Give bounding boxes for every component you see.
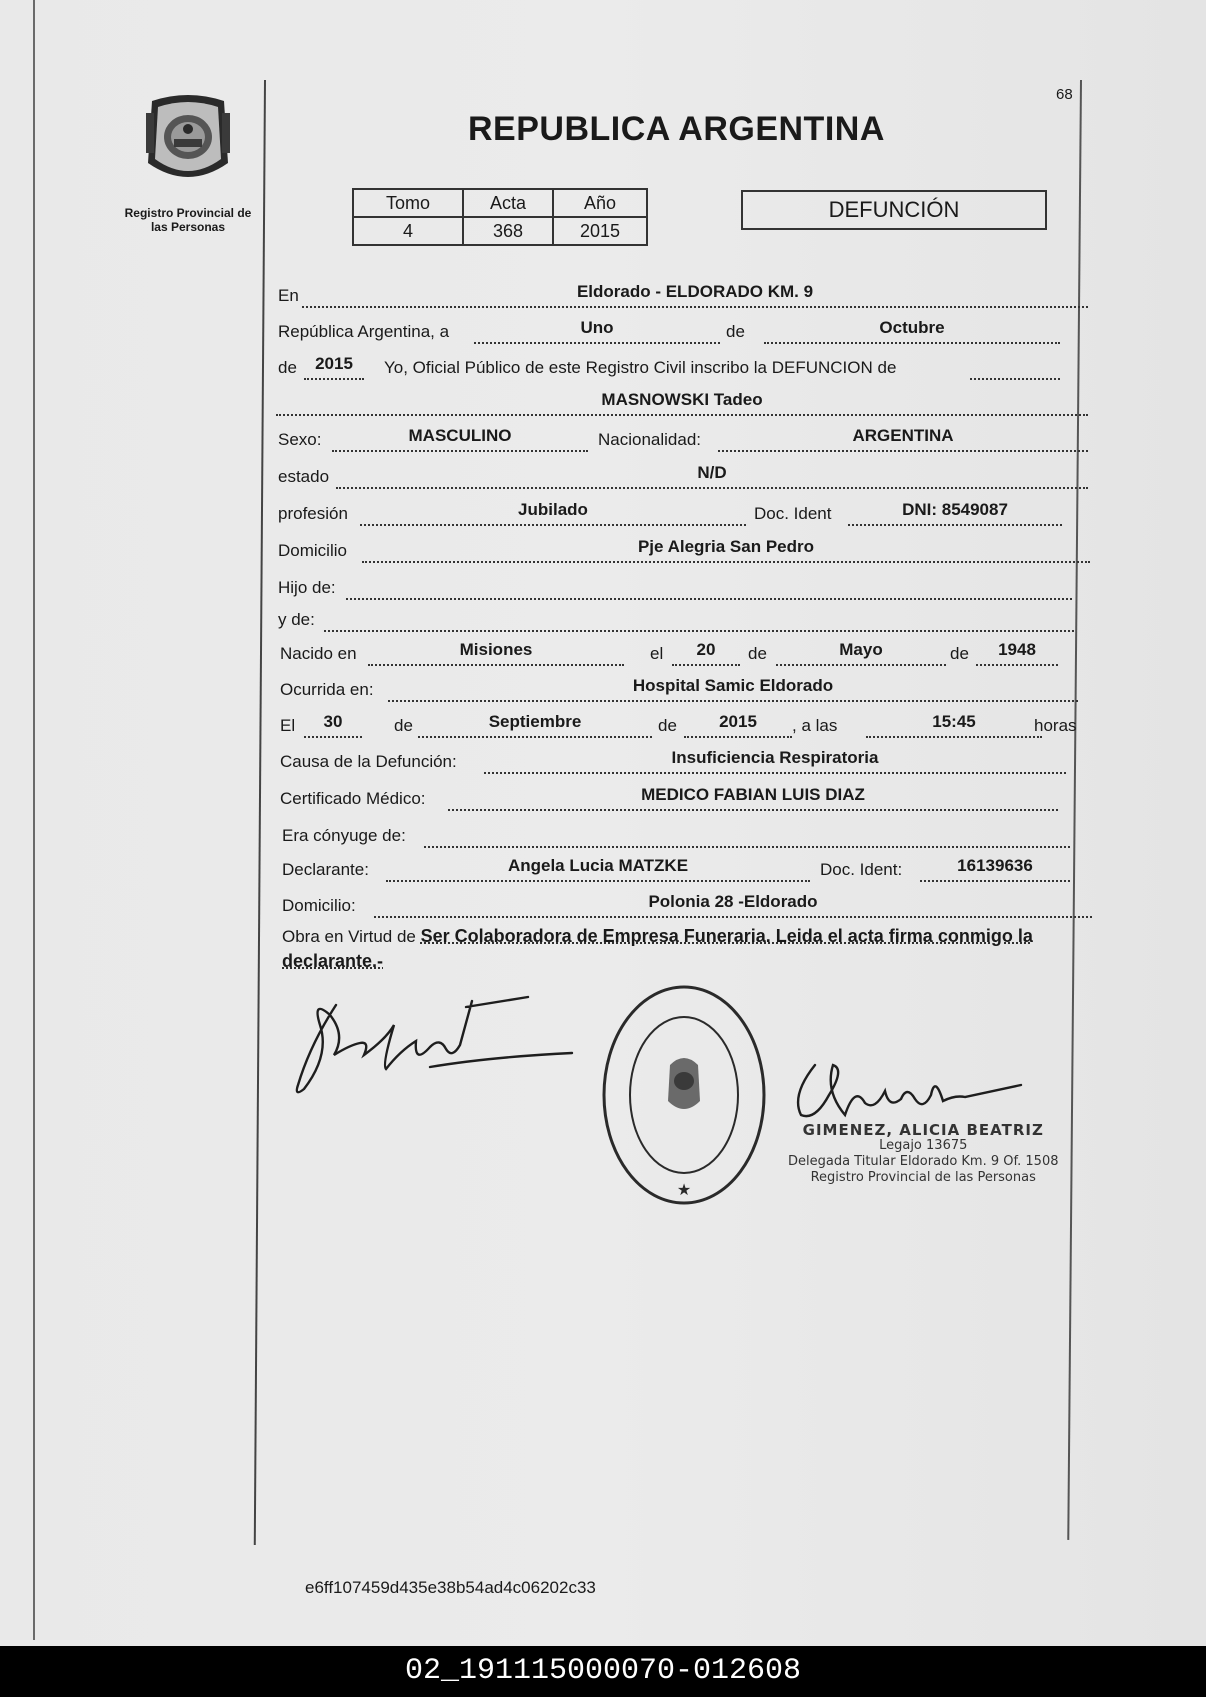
label-nacido: Nacido en — [280, 644, 357, 663]
field-certificado: MEDICO FABIAN LUIS DIAZ — [448, 785, 1058, 811]
label-El: El — [280, 716, 296, 735]
field-doc: DNI: 8549087 — [848, 500, 1062, 526]
record-table — [352, 188, 648, 246]
table-header-acta: Acta — [463, 189, 553, 217]
label-estado: estado — [278, 467, 330, 486]
province-seal-logo — [138, 93, 238, 189]
official-institucion: Registro Provincial de las Personas — [810, 1170, 1036, 1185]
field-nacido: Misiones — [368, 640, 624, 666]
field-mes: Octubre — [764, 318, 1060, 344]
field-def-anio: 2015 — [684, 712, 792, 738]
official-name: GIMENEZ, ALICIA BEATRIZ — [802, 1121, 1044, 1139]
field-nac-dia: 20 — [672, 640, 740, 666]
field-en: Eldorado - ELDORADO KM. 9 — [302, 282, 1088, 308]
table-value-acta: 368 — [463, 217, 553, 245]
label-yo: Yo, Oficial Público de este Registro Civil inscribo la DEFUNCION de — [384, 358, 897, 377]
obra-en-virtud — [282, 924, 1094, 974]
margin-line — [254, 80, 266, 1545]
label-ocurrida: Ocurrida en: — [280, 680, 374, 699]
label-alas: , a las — [792, 716, 838, 735]
field-anio: 2015 — [304, 354, 364, 380]
label-obra: Obra en Virtud de — [282, 927, 416, 946]
label-en: En — [278, 286, 299, 305]
page-title: REPUBLICA ARGENTINA — [468, 110, 885, 148]
field-decl-domicilio: Polonia 28 -Eldorado — [374, 892, 1092, 918]
label-domicilio: Domicilio — [278, 541, 347, 560]
page-number: 68 — [1056, 86, 1073, 103]
field-estado: N/D — [336, 463, 1088, 489]
label-doc: Doc. Ident — [754, 504, 832, 523]
field-decl-doc: 16139636 — [920, 856, 1070, 882]
field-def-mes: Septiembre — [418, 712, 652, 738]
field-obra: Ser Colaboradora de Empresa Funeraria. Leida el acta firma conmigo la declarante.- — [282, 926, 1033, 971]
field-nac-mes: Mayo — [776, 640, 946, 666]
label-hijo: Hijo de: — [278, 578, 336, 597]
field-declarante: Angela Lucia MATZKE — [386, 856, 810, 882]
official-stamp — [600, 983, 768, 1209]
label-causa: Causa de la Defunción: — [280, 752, 457, 771]
official-signature — [785, 1055, 1025, 1125]
field-nacionalidad: ARGENTINA — [718, 426, 1088, 452]
field-ocurrida: Hospital Samic Eldorado — [388, 676, 1078, 702]
official-stamp-text — [788, 1122, 1058, 1186]
scan-id: 02_191115000070-012608 — [404, 1654, 802, 1688]
field-hijo — [346, 574, 1072, 600]
label-certificado: Certificado Médico: — [280, 789, 426, 808]
svg-text:★: ★ — [676, 1180, 692, 1199]
field-dia: Uno — [474, 318, 720, 344]
label-yde: y de: — [278, 610, 315, 629]
table-value-tomo: 4 — [353, 217, 463, 245]
label-de-2: de — [278, 358, 297, 377]
table-header-tomo: Tomo — [353, 189, 463, 217]
field-yo-fill — [970, 354, 1060, 380]
label-profesion: profesión — [278, 504, 348, 523]
field-nombre: MASNOWSKI Tadeo — [276, 390, 1088, 416]
label-nac-de-2: de — [950, 644, 969, 663]
label-el: el — [650, 644, 664, 663]
field-sexo: MASCULINO — [332, 426, 588, 452]
label-horas: horas — [1034, 716, 1077, 735]
field-domicilio: Pje Alegria San Pedro — [362, 537, 1090, 563]
label-republica: República Argentina, a — [278, 322, 450, 341]
label-decl-domicilio: Domicilio: — [282, 896, 356, 915]
label-de: de — [726, 322, 745, 341]
label-nacionalidad: Nacionalidad: — [598, 430, 702, 449]
table-value-anio: 2015 — [553, 217, 647, 245]
field-conyuge — [424, 822, 1070, 848]
paper-edge — [33, 0, 35, 1640]
label-def-de: de — [394, 716, 413, 735]
document-hash: e6ff107459d435e38b54ad4c06202c33 — [305, 1578, 596, 1597]
field-yde — [324, 606, 1074, 632]
field-profesion: Jubilado — [360, 500, 746, 526]
field-nac-anio: 1948 — [976, 640, 1058, 666]
label-conyuge: Era cónyuge de: — [282, 826, 406, 845]
label-sexo: Sexo: — [278, 430, 322, 449]
official-cargo: Delegada Titular Eldorado Km. 9 Of. 1508 — [788, 1154, 1059, 1169]
label-declarante: Declarante: — [282, 860, 369, 879]
official-legajo: Legajo 13675 — [879, 1138, 968, 1153]
label-def-de-2: de — [658, 716, 677, 735]
field-hora: 15:45 — [866, 712, 1042, 738]
registry-label: Registro Provincial de las Personas — [124, 206, 252, 234]
table-header-anio: Año — [553, 189, 647, 217]
label-decl-doc: Doc. Ident: — [820, 860, 903, 879]
field-def-dia: 30 — [304, 712, 362, 738]
label-nac-de: de — [748, 644, 767, 663]
declarant-signature — [290, 985, 580, 1105]
scan-id-band — [0, 1646, 1206, 1697]
record-type-box: DEFUNCIÓN — [741, 190, 1047, 230]
field-causa: Insuficiencia Respiratoria — [484, 748, 1066, 774]
